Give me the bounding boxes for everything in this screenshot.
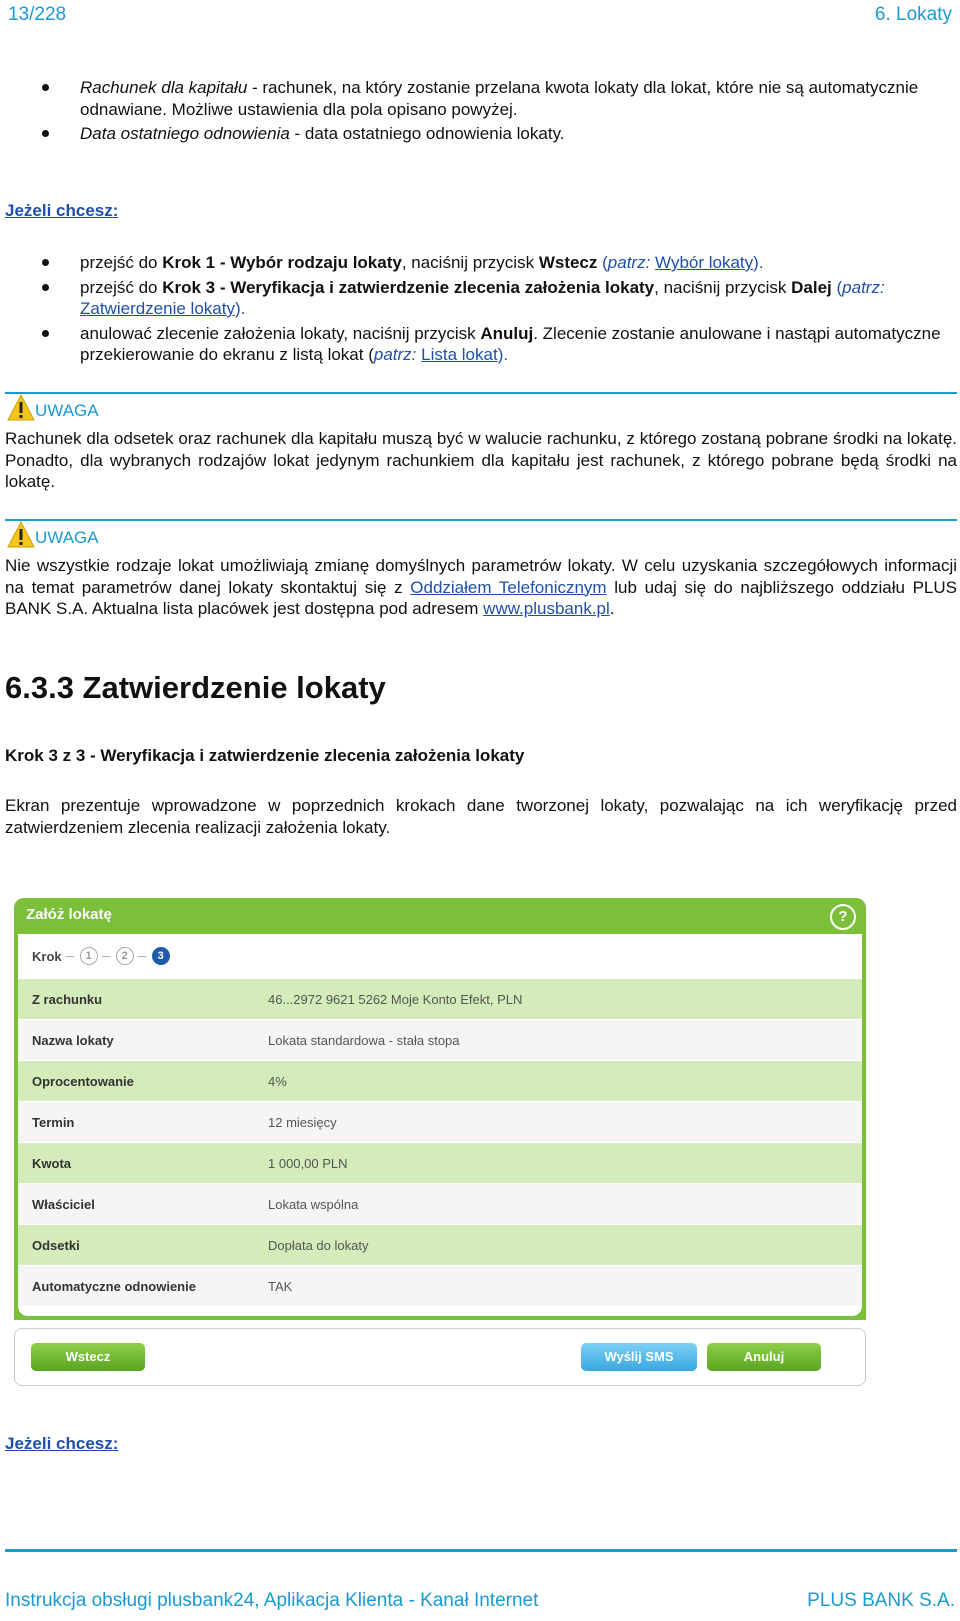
row-value: Lokata wspólna — [268, 1196, 359, 1212]
row-label: Termin — [32, 1114, 75, 1130]
text: lub udaj się do najbliższego oddziału PLUS BANK S.A. Aktualna lista placówek jest dostępna pod adresem — [5, 577, 957, 618]
link-zatwierdzenie-lokaty[interactable]: Zatwierdzenie lokaty — [80, 299, 235, 318]
warning-label — [7, 394, 99, 421]
row-value: TAK — [268, 1278, 293, 1294]
text: patrz: — [373, 345, 417, 364]
step-heading: Krok 3 z 3 - Weryfikacja i zatwierdzenie zlecenia założenia lokaty — [5, 746, 525, 765]
row-label: Właściciel — [32, 1196, 95, 1212]
text: , naciśnij przycisk — [654, 277, 792, 297]
text: patrz: — [607, 253, 651, 272]
form-panel — [14, 898, 866, 1320]
row-label: Z rachunku — [32, 991, 103, 1007]
table-row — [18, 1224, 862, 1265]
row-value: 4% — [268, 1073, 287, 1089]
row-value: 1 000,00 PLN — [268, 1155, 348, 1171]
text: Nie wszystkie rodzaje lokat umożliwiają zmianę domyślnych parametrów lokaty. W celu uzyskania szczegółowych informacji na temat parametrów danej lokaty skontaktuj się z — [5, 556, 957, 597]
text: , naciśnij przycisk — [401, 253, 539, 272]
link-oddzial-telefoniczny[interactable]: Oddziałem Telefonicznym — [410, 577, 607, 597]
list-item — [5, 277, 957, 320]
intro-text: Ekran prezentuje wprowadzone w poprzednich krokach dane tworzonej lokaty, pozwalając na ich weryfikację przed zatwierdzeniem zlecenia realizacji założenia lokaty. — [5, 796, 957, 837]
table-row — [18, 1019, 862, 1060]
page-footer — [5, 1590, 955, 1612]
description: - rachunek, na który zostanie przelana kwota lokaty dla lokat, które nie są automatycznie odnawiane. Możliwe ustawienia dla pola opisano powyżej. — [80, 78, 919, 119]
list-item — [5, 77, 957, 120]
if-you-want-heading: Jeżeli chcesz: — [5, 201, 119, 220]
field-description-list — [5, 77, 957, 148]
warning-title: UWAGA — [35, 401, 99, 420]
warning-text — [5, 555, 957, 620]
warning-text: Rachunek dla odsetek oraz rachunek dla kapitału muszą być w walucie rachunku, z którego zostaną pobrane środki na lokatę. Ponadto, dla wybranych rodzajów lokat jedynym rachunkiem dla kapitału jest rachunek, z którego pobrane będą środki na lokatę. — [5, 429, 957, 491]
step-2: 2 — [116, 947, 134, 965]
panel-title: Załóż lokatę — [26, 906, 112, 923]
warning-icon — [7, 521, 35, 548]
step-indicator — [18, 934, 862, 978]
text: Krok 1 - Wybór rodzaju lokaty — [162, 253, 402, 272]
term: Data ostatniego odnowienia — [80, 124, 290, 143]
list-item — [5, 323, 957, 366]
step-connector — [138, 956, 146, 957]
table-row — [18, 1183, 862, 1224]
link-plusbank[interactable]: www.plusbank.pl — [483, 599, 610, 618]
footer-company: PLUS BANK S.A. — [807, 1590, 955, 1611]
text: Anuluj — [480, 323, 534, 343]
step-connector — [102, 956, 110, 957]
text: ( — [597, 253, 608, 272]
table-row — [18, 978, 862, 1019]
footer-divider — [5, 1549, 957, 1552]
summary-table — [18, 978, 862, 1306]
page-number: 13/228 — [8, 4, 67, 25]
row-value: Dopłata do lokaty — [268, 1237, 369, 1253]
text: przejść do — [80, 277, 163, 297]
table-row — [18, 1101, 862, 1142]
section-title: 6.3.3 Zatwierdzenie lokaty — [5, 670, 386, 705]
form-body — [18, 934, 862, 1316]
step-1: 1 — [80, 947, 98, 965]
link-wybor-lokaty[interactable]: Wybór lokaty — [655, 253, 754, 272]
step-connector — [66, 956, 74, 957]
warning-icon — [7, 394, 35, 421]
list-item — [5, 123, 957, 145]
cancel-button[interactable]: Anuluj — [707, 1343, 821, 1371]
form-screenshot — [14, 898, 866, 1402]
table-row — [18, 1265, 862, 1306]
section-heading — [5, 670, 957, 705]
text: ). — [234, 299, 246, 318]
text: . — [609, 599, 615, 618]
text: Krok 3 - Weryfikacja i zatwierdzenie zlecenia założenia lokaty — [162, 277, 655, 297]
text: . Zlecenie zostanie anulowane i nastąpi automatyczne przekierowanie do ekranu z listą lokat ( — [80, 323, 941, 364]
footer-title: Instrukcja obsługi plusbank24, Aplikacja Klienta - Kanał Internet — [5, 1590, 539, 1611]
row-label: Kwota — [32, 1155, 71, 1171]
step-3-active: 3 — [152, 947, 170, 965]
warning-title: UWAGA — [35, 528, 99, 547]
button-bar — [14, 1328, 866, 1386]
divider — [5, 519, 957, 521]
row-label: Oprocentowanie — [32, 1073, 134, 1089]
help-icon[interactable]: ? — [830, 904, 856, 930]
divider — [5, 392, 957, 394]
text: przejść do — [80, 253, 163, 272]
row-label: Nazwa lokaty — [32, 1032, 114, 1048]
term: Rachunek dla kapitału — [80, 78, 248, 97]
link-lista-lokat[interactable]: Lista lokat — [421, 345, 498, 364]
list-item — [5, 252, 957, 274]
row-label: Odsetki — [32, 1237, 80, 1253]
row-value: 12 miesięcy — [268, 1114, 337, 1130]
send-sms-button[interactable]: Wyślij SMS — [581, 1343, 697, 1371]
table-row — [18, 1060, 862, 1101]
text: Dalej — [791, 277, 832, 297]
step-label: Krok — [32, 948, 62, 964]
text: anulować zlecenie założenia lokaty, naciśnij przycisk — [80, 323, 481, 343]
row-value: Lokata standardowa - stała stopa — [268, 1032, 460, 1048]
text: patrz: — [842, 277, 885, 297]
warning-label — [7, 521, 99, 548]
table-row — [18, 1142, 862, 1183]
text: ( — [831, 277, 843, 297]
row-value: 46...2972 9621 5262 Moje Konto Efekt, PLN — [268, 991, 523, 1007]
text: ). — [753, 253, 764, 272]
section-name: 6. Lokaty — [874, 4, 952, 25]
text: ). — [497, 345, 509, 364]
text: Wstecz — [538, 253, 598, 272]
back-button[interactable]: Wstecz — [31, 1343, 145, 1371]
row-label: Automatyczne odnowienie — [32, 1278, 196, 1294]
actions-list — [5, 252, 957, 369]
description: - data ostatniego odnowienia lokaty. — [289, 124, 565, 143]
page-header — [8, 4, 952, 26]
if-you-want-heading: Jeżeli chcesz: — [5, 1434, 119, 1453]
